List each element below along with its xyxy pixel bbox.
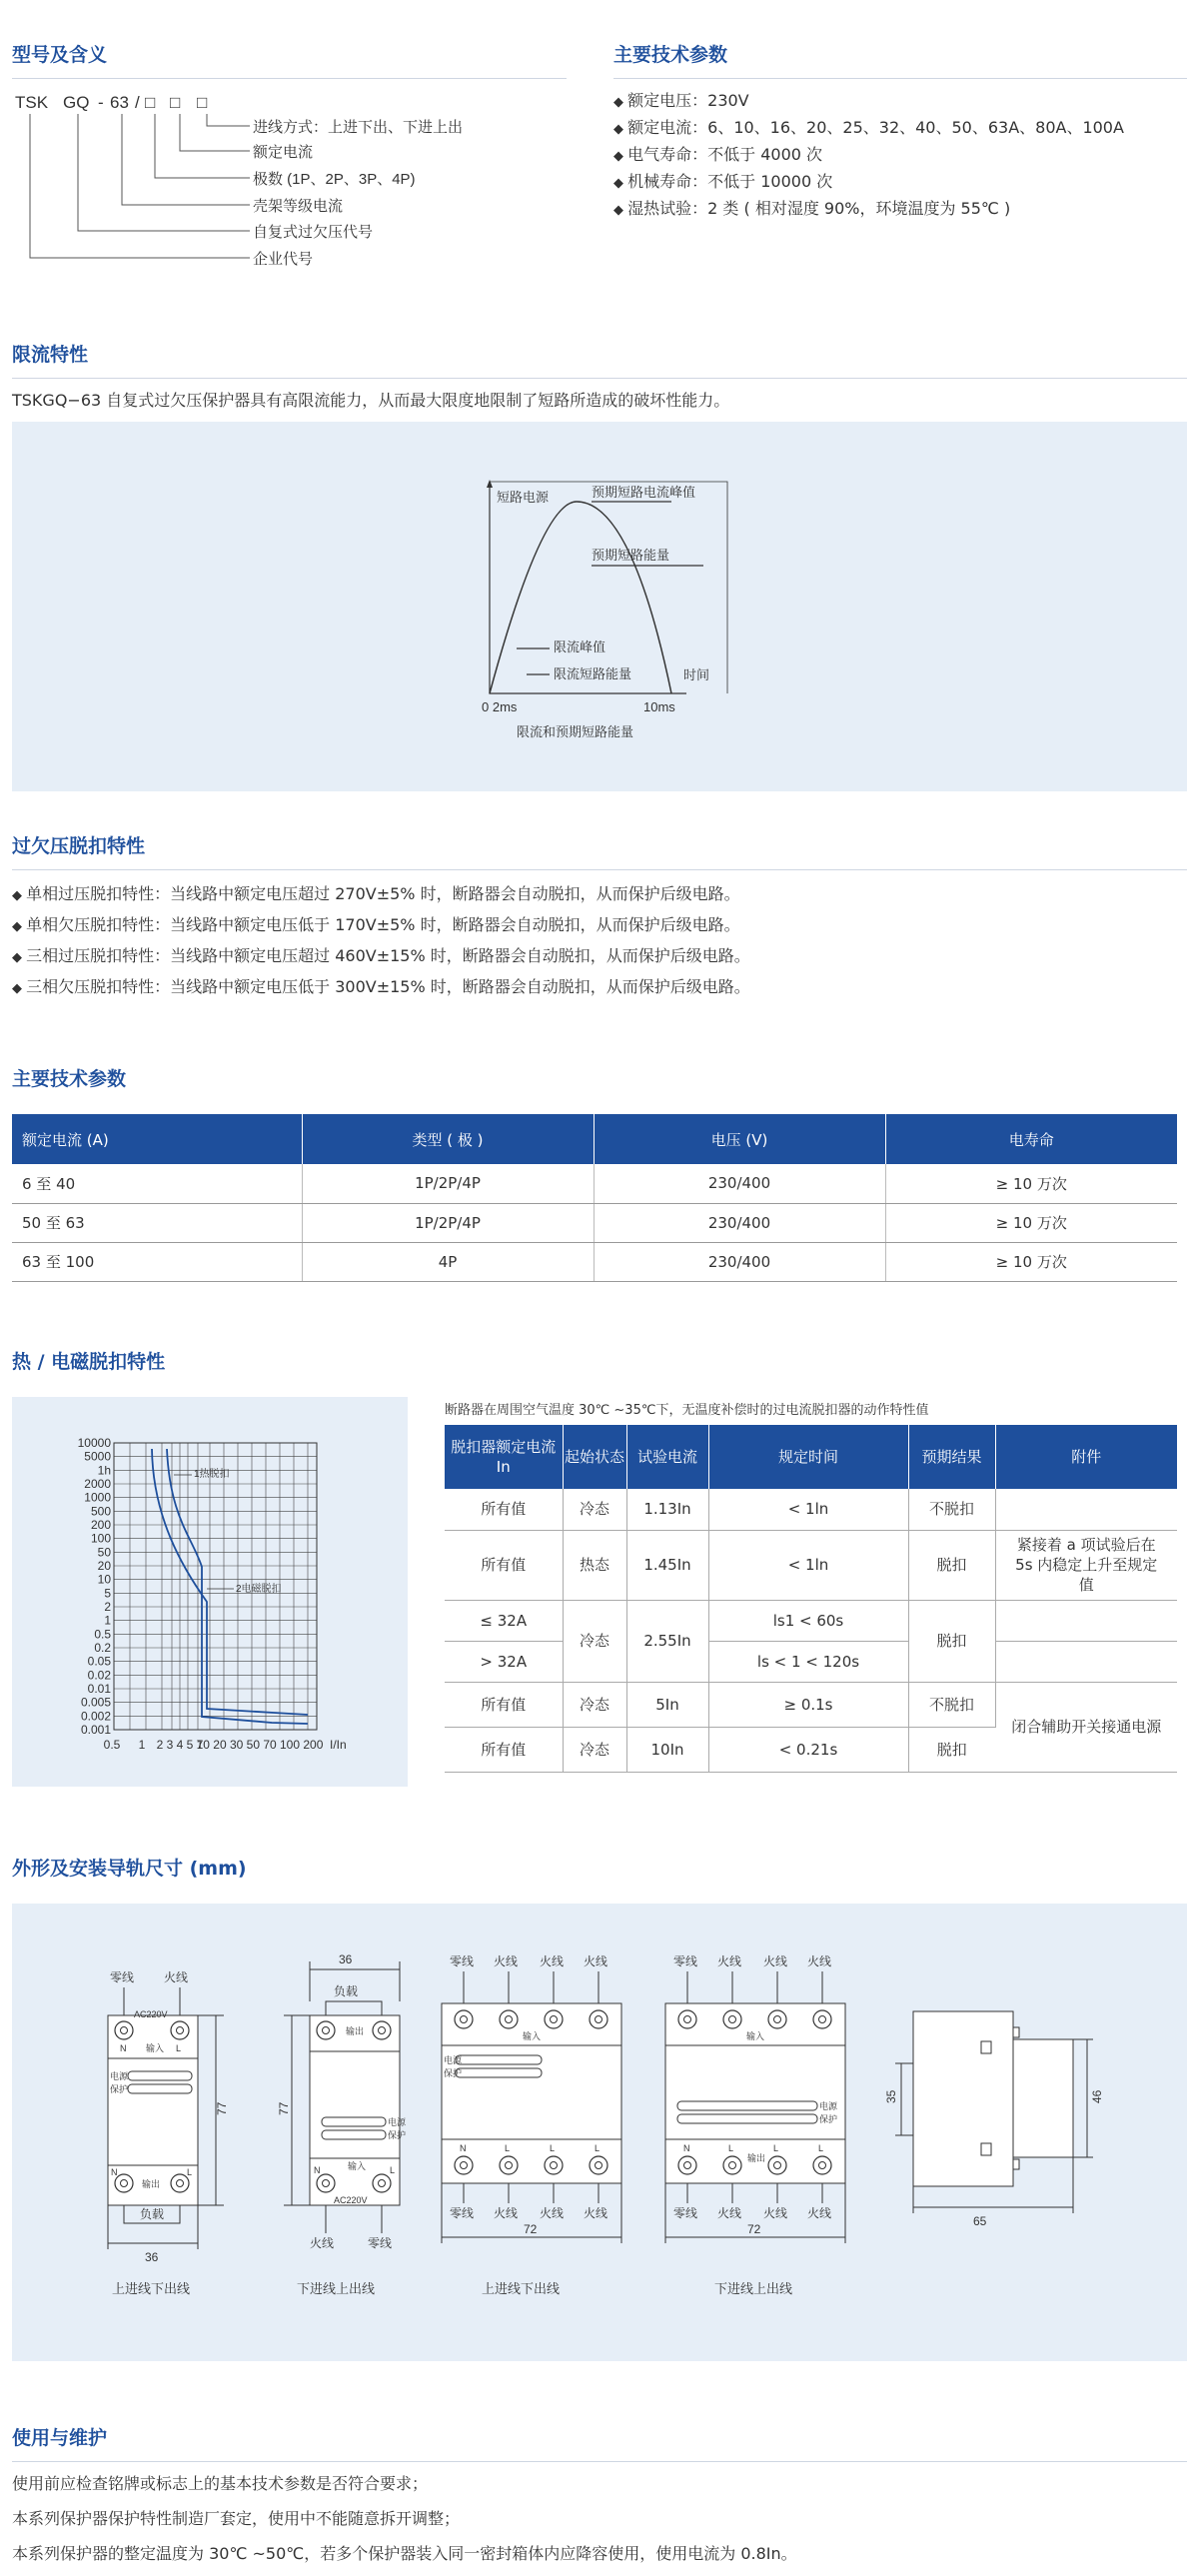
dim-height: 77 bbox=[215, 2101, 229, 2115]
figure-time-label: 时间 bbox=[683, 667, 710, 682]
voltage-list bbox=[12, 879, 750, 1003]
spec-cell: 1P/2P/4P bbox=[302, 1203, 594, 1242]
y-tick: 1h bbox=[97, 1463, 111, 1478]
y-tick: 20 bbox=[97, 1559, 111, 1573]
drawing-caption: 上进线下出线 bbox=[482, 2281, 561, 2296]
out-label: 输出 bbox=[346, 2026, 365, 2036]
trip-cell: > 32A bbox=[445, 1641, 563, 1682]
drawing-caption: 下进线上出线 bbox=[714, 2281, 793, 2296]
trip-table bbox=[445, 1425, 1177, 1773]
y-tick: 2 bbox=[104, 1600, 111, 1614]
n-label: N bbox=[111, 2167, 118, 2177]
voltage-item: ◆ 单相欠压脱扣特性：当线路中额定电压低于 170V±5% 时，断路器会自动脱扣，从而保护后级电路。 bbox=[12, 910, 750, 941]
figure-limit-peak-label: 限流峰值 bbox=[554, 640, 606, 654]
load-label: 负载 bbox=[334, 1984, 359, 1998]
spec-cell: 1P/2P/4P bbox=[302, 1164, 594, 1203]
n-label: N bbox=[120, 2043, 127, 2053]
usage-title: 使用与维护 bbox=[12, 2427, 108, 2449]
trip-cell: 2.55In bbox=[626, 1600, 708, 1682]
spec-header-row bbox=[12, 1114, 1177, 1164]
table-row bbox=[445, 1641, 1177, 1682]
dim-h2: 46 bbox=[1090, 2089, 1104, 2103]
wire-label: 火线 bbox=[164, 1970, 189, 1984]
trip-cell: 所有值 bbox=[445, 1682, 563, 1727]
code-part: □ bbox=[145, 93, 156, 112]
wire-label: 火线 bbox=[494, 2206, 519, 2220]
trip-cell: ls1 < 60s bbox=[708, 1600, 908, 1641]
trip-curve-chart bbox=[12, 1397, 408, 1787]
voltage-item: ◆ 单相过压脱扣特性：当线路中额定电压超过 270V±5% 时，断路器会自动脱扣，从而保护后级电路。 bbox=[12, 879, 750, 910]
label-magnetic: 2电磁脱扣 bbox=[236, 1584, 282, 1595]
trip-cell: 闭合辅助开关接通电源 bbox=[995, 1682, 1177, 1772]
power-label: 电源 bbox=[444, 2055, 463, 2065]
spec-cell: ≥ 10 万次 bbox=[885, 1203, 1177, 1242]
code-part: - bbox=[98, 93, 104, 112]
trip-cell bbox=[995, 1600, 1177, 1641]
dim-height: 77 bbox=[277, 2101, 291, 2115]
y-tick: 5 bbox=[104, 1586, 111, 1601]
ac-label: AC220V bbox=[134, 2009, 168, 2019]
y-tick: 10 bbox=[97, 1572, 111, 1587]
divider bbox=[12, 869, 1187, 870]
usage-item: 本系列保护器保护特性制造厂套定，使用中不能随意拆开调整； bbox=[12, 2509, 461, 2528]
table-row bbox=[12, 1164, 1177, 1203]
drawing-caption: 上进线下出线 bbox=[112, 2281, 191, 2296]
spec-table bbox=[12, 1114, 1177, 1282]
trip-cell: 所有值 bbox=[445, 1727, 563, 1772]
figure-energy-label: 预期短路能量 bbox=[592, 548, 670, 563]
dim-width: 36 bbox=[339, 1952, 353, 1966]
spec-cell: 63 至 100 bbox=[12, 1242, 302, 1281]
trip-cell: 1.13In bbox=[626, 1489, 708, 1530]
y-tick: 0.01 bbox=[87, 1682, 111, 1696]
trip-cell: 热态 bbox=[563, 1530, 626, 1600]
main-params-list bbox=[613, 88, 1124, 223]
trip-cell: 脱扣 bbox=[908, 1600, 995, 1682]
legend-item: 壳架等级电流 bbox=[253, 198, 344, 215]
wire-label: 火线 bbox=[717, 1954, 742, 1968]
code-part: 63 bbox=[110, 93, 129, 112]
in-label: 输入 bbox=[523, 2031, 542, 2041]
spec-cell: 230/400 bbox=[594, 1242, 885, 1281]
spec-cell: 230/400 bbox=[594, 1164, 885, 1203]
trip-cell: 紧接着 a 项试验后在 5s 内稳定上升至规定值 bbox=[995, 1530, 1177, 1600]
out-label: 输出 bbox=[142, 2179, 161, 2189]
wire-label: 火线 bbox=[807, 2206, 832, 2220]
y-tick: 0.001 bbox=[80, 1723, 111, 1737]
trip-header-row bbox=[445, 1425, 1177, 1489]
usage-item: 使用前应检查铭牌或标志上的基本技术参数是否符合要求； bbox=[12, 2474, 429, 2493]
param-item: ◆ 电气寿命：不低于 4000 次 bbox=[613, 142, 1124, 169]
protect-label: 保护 bbox=[444, 2068, 463, 2078]
dim-width: 72 bbox=[524, 2222, 538, 2236]
figure-caption: 限流和预期短路能量 bbox=[517, 724, 634, 739]
spec-cell: 230/400 bbox=[594, 1203, 885, 1242]
wire-label: 零线 bbox=[673, 2206, 698, 2220]
n-label: N bbox=[683, 2143, 690, 2153]
thermal-note: 断路器在周围空气温度 30℃ ~35℃下，无温度补偿时的过电流脱扣器的动作特性值 bbox=[445, 1403, 929, 1418]
protect-label: 保护 bbox=[819, 2114, 838, 2124]
label-thermal: 1热脱扣 bbox=[194, 1469, 230, 1480]
trip-cell: 不脱扣 bbox=[908, 1489, 995, 1530]
y-tick: 1000 bbox=[84, 1490, 111, 1505]
figure-peak-label: 预期短路电流峰值 bbox=[592, 485, 696, 500]
l-label: L bbox=[187, 2167, 193, 2177]
figure-y-label: 短路电源 bbox=[497, 490, 550, 505]
figure-tick: 0 2ms bbox=[482, 699, 518, 714]
wire-label: 零线 bbox=[368, 2236, 393, 2250]
trip-curve-panel bbox=[12, 1397, 408, 1787]
l-label: L bbox=[390, 2165, 396, 2175]
thermal-title: 热 / 电磁脱扣特性 bbox=[12, 1351, 166, 1373]
figure-tick: 10ms bbox=[643, 699, 675, 714]
drawing-caption: 下进线上出线 bbox=[297, 2281, 376, 2296]
y-tick: 0.002 bbox=[80, 1709, 111, 1724]
divider bbox=[12, 378, 1187, 379]
x-tick: 0.5 bbox=[103, 1738, 121, 1752]
wire-label: 火线 bbox=[584, 2206, 608, 2220]
drawing-3 bbox=[442, 1953, 621, 2296]
legend-item: 进线方式：上进下出、下进上出 bbox=[253, 119, 464, 136]
limit-figure-panel bbox=[12, 422, 1187, 791]
dims-title: 外形及安装导轨尺寸 (mm) bbox=[12, 1858, 247, 1880]
limit-curve-figure bbox=[472, 462, 771, 771]
figure-limit-energy-label: 限流短路能量 bbox=[554, 666, 632, 681]
wire-label: 火线 bbox=[763, 2206, 788, 2220]
trip-cell: 冷态 bbox=[563, 1727, 626, 1772]
drawing-2 bbox=[277, 1952, 407, 2296]
wire-label: 火线 bbox=[540, 2206, 565, 2220]
trip-cell: 10In bbox=[626, 1727, 708, 1772]
out-label: 输出 bbox=[747, 2153, 766, 2163]
trip-cell: 所有值 bbox=[445, 1489, 563, 1530]
x-tick: 10 20 30 50 70 100 200 bbox=[196, 1738, 324, 1752]
ac-label: AC220V bbox=[334, 2195, 368, 2205]
code-part: / bbox=[135, 93, 140, 112]
spec-cell: ≥ 10 万次 bbox=[885, 1242, 1177, 1281]
load-label: 负载 bbox=[140, 2207, 165, 2221]
in-label: 输入 bbox=[746, 2031, 765, 2041]
spec-header: 电压 (V) bbox=[594, 1114, 885, 1164]
spec-cell: 6 至 40 bbox=[12, 1164, 302, 1203]
trip-cell: 冷态 bbox=[563, 1600, 626, 1682]
trip-cell: 1.45In bbox=[626, 1530, 708, 1600]
trip-cell: ls < 1 < 120s bbox=[708, 1641, 908, 1682]
protect-label: 保护 bbox=[110, 2084, 129, 2094]
trip-header: 预期结果 bbox=[908, 1425, 995, 1489]
protect-label: 保护 bbox=[388, 2130, 407, 2140]
wire-label: 火线 bbox=[717, 2206, 742, 2220]
code-part: □ bbox=[170, 93, 181, 112]
voltage-title: 过欠压脱扣特性 bbox=[12, 835, 146, 857]
y-tick: 100 bbox=[90, 1531, 111, 1546]
trip-header: 脱扣器额定电流 In bbox=[445, 1425, 563, 1489]
legend-item: 极数 (1P、2P、3P、4P) bbox=[253, 171, 416, 188]
voltage-item: ◆ 三相欠压脱扣特性：当线路中额定电压低于 300V±15% 时，断路器会自动脱扣，从而保护后级电路。 bbox=[12, 972, 750, 1003]
wire-label: 零线 bbox=[450, 2206, 475, 2220]
limit-title: 限流特性 bbox=[12, 344, 89, 366]
usage-item: 本系列保护器的整定温度为 30℃ ~50℃，若多个保护器装入同一密封箱体内应降容使用，使用电流为 0.8In。 bbox=[12, 2544, 797, 2563]
y-tick: 5000 bbox=[84, 1449, 111, 1464]
n-label: N bbox=[314, 2165, 321, 2175]
param-item: ◆ 额定电压：230V bbox=[613, 88, 1124, 115]
y-tick: 10000 bbox=[77, 1436, 111, 1450]
main-params-title: 主要技术参数 bbox=[613, 44, 728, 66]
usage-list bbox=[12, 2466, 797, 2571]
y-tick: 0.05 bbox=[87, 1654, 111, 1669]
model-code-diagram bbox=[10, 88, 570, 293]
spec-cell: 4P bbox=[302, 1242, 594, 1281]
drawing-1 bbox=[108, 1969, 229, 2296]
trip-cell: < 1ln bbox=[708, 1489, 908, 1530]
divider bbox=[12, 78, 567, 79]
dims-drawings bbox=[12, 1904, 1187, 2361]
in-label: 输入 bbox=[348, 2161, 367, 2171]
table-row bbox=[445, 1489, 1177, 1530]
limit-desc: TSKGQ−63 自复式过欠压保护器具有高限流能力，从而最大限度地限制了短路所造成的破坏性能力。 bbox=[12, 391, 730, 410]
legend-item: 额定电流 bbox=[253, 144, 314, 161]
trip-cell bbox=[995, 1489, 1177, 1530]
param-item: ◆ 湿热试验：2 类 ( 相对湿度 90%，环境温度为 55℃ ) bbox=[613, 196, 1124, 223]
trip-cell: ≤ 32A bbox=[445, 1600, 563, 1641]
trip-header: 附件 bbox=[995, 1425, 1177, 1489]
model-title: 型号及含义 bbox=[12, 44, 108, 66]
code-part: GQ bbox=[63, 93, 90, 112]
spec-header: 电寿命 bbox=[885, 1114, 1177, 1164]
power-label: 电源 bbox=[110, 2071, 129, 2081]
trip-cell: 脱扣 bbox=[908, 1727, 995, 1772]
code-part: TSK bbox=[15, 93, 49, 112]
wire-label: 火线 bbox=[310, 2236, 335, 2250]
wire-label: 零线 bbox=[450, 1954, 475, 1968]
y-tick: 50 bbox=[97, 1545, 111, 1560]
y-tick: 200 bbox=[90, 1518, 111, 1532]
divider bbox=[12, 2461, 1187, 2462]
divider bbox=[613, 78, 1187, 79]
wire-label: 零线 bbox=[110, 1970, 135, 1984]
wire-label: 火线 bbox=[540, 1954, 565, 1968]
y-tick: 0.5 bbox=[94, 1627, 111, 1642]
spec-cell: ≥ 10 万次 bbox=[885, 1164, 1177, 1203]
param-item: ◆ 额定电流：6、10、16、20、25、32、40、50、63A、80A、100A bbox=[613, 115, 1124, 142]
drawing-5 bbox=[884, 2011, 1104, 2228]
table-row bbox=[12, 1203, 1177, 1242]
legend-item: 自复式过欠压代号 bbox=[253, 224, 374, 241]
y-tick: 0.02 bbox=[87, 1668, 111, 1683]
l-label: L bbox=[728, 2143, 734, 2153]
l-label: L bbox=[773, 2143, 779, 2153]
x-unit: I/In bbox=[330, 1738, 347, 1752]
trip-header: 试验电流 bbox=[626, 1425, 708, 1489]
legend-item: 企业代号 bbox=[253, 251, 314, 268]
y-tick: 2000 bbox=[84, 1477, 111, 1491]
x-tick: 1 bbox=[138, 1738, 146, 1752]
dims-panel bbox=[12, 1904, 1187, 2361]
trip-cell: < 0.21s bbox=[708, 1727, 908, 1772]
table-row bbox=[445, 1682, 1177, 1727]
wire-label: 火线 bbox=[584, 1954, 608, 1968]
y-tick: 0.005 bbox=[80, 1695, 111, 1710]
trip-cell: 所有值 bbox=[445, 1530, 563, 1600]
trip-cell: 5In bbox=[626, 1682, 708, 1727]
x-tick: 2 3 4 5 7 bbox=[156, 1738, 204, 1752]
l-label: L bbox=[550, 2143, 556, 2153]
param-item: ◆ 机械寿命：不低于 10000 次 bbox=[613, 169, 1124, 196]
spec-header: 额定电流 (A) bbox=[12, 1114, 302, 1164]
spec-cell: 50 至 63 bbox=[12, 1203, 302, 1242]
trip-cell: < 1ln bbox=[708, 1530, 908, 1600]
y-tick: 1 bbox=[104, 1613, 111, 1628]
wire-label: 火线 bbox=[763, 1954, 788, 1968]
wire-label: 零线 bbox=[673, 1954, 698, 1968]
dim-width: 36 bbox=[145, 2250, 159, 2264]
trip-header: 规定时间 bbox=[708, 1425, 908, 1489]
l-label: L bbox=[505, 2143, 511, 2153]
trip-cell: 脱扣 bbox=[908, 1530, 995, 1600]
spec-title: 主要技术参数 bbox=[12, 1068, 127, 1090]
dim-width: 72 bbox=[747, 2222, 761, 2236]
wire-label: 火线 bbox=[807, 1954, 832, 1968]
y-tick: 500 bbox=[90, 1504, 111, 1519]
trip-cell bbox=[995, 1641, 1177, 1682]
trip-header: 起始状态 bbox=[563, 1425, 626, 1489]
power-label: 电源 bbox=[388, 2117, 407, 2127]
table-row bbox=[12, 1242, 1177, 1281]
drawing-4 bbox=[665, 1953, 845, 2296]
dim-width: 65 bbox=[973, 2214, 987, 2228]
table-row bbox=[445, 1530, 1177, 1600]
power-label: 电源 bbox=[819, 2101, 838, 2111]
dim-h1: 35 bbox=[884, 2089, 898, 2103]
l-label: L bbox=[818, 2143, 824, 2153]
trip-cell: 冷态 bbox=[563, 1682, 626, 1727]
voltage-item: ◆ 三相过压脱扣特性：当线路中额定电压超过 460V±15% 时，断路器会自动脱扣，从而保护后级电路。 bbox=[12, 941, 750, 972]
in-label: 输入 bbox=[146, 2043, 165, 2053]
trip-cell: ≥ 0.1s bbox=[708, 1682, 908, 1727]
l-label: L bbox=[176, 2043, 182, 2053]
n-label: N bbox=[460, 2143, 467, 2153]
wire-label: 火线 bbox=[494, 1954, 519, 1968]
trip-cell: 不脱扣 bbox=[908, 1682, 995, 1727]
code-part: □ bbox=[197, 93, 208, 112]
table-row bbox=[445, 1600, 1177, 1641]
y-tick: 0.2 bbox=[94, 1641, 111, 1655]
trip-cell: 冷态 bbox=[563, 1489, 626, 1530]
spec-header: 类型 ( 极 ) bbox=[302, 1114, 594, 1164]
l-label: L bbox=[595, 2143, 600, 2153]
